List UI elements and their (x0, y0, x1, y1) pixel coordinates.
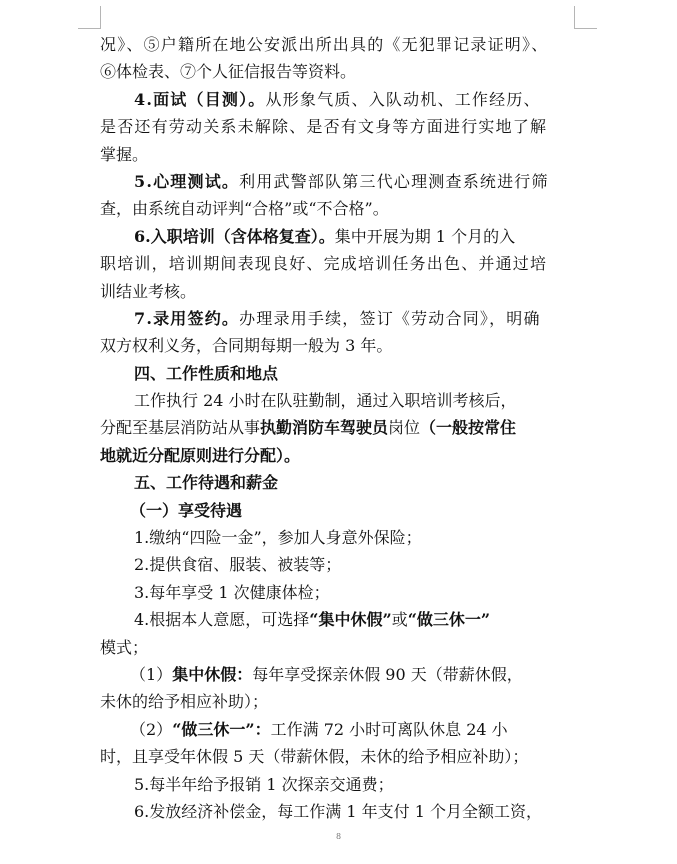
text-line: 职培训，培训期间表现良好、完成培训任务出色、并通过培 (100, 254, 548, 274)
section-heading: 五、工作待遇和薪金 (134, 473, 279, 493)
item-heading: 5.心理测试。 (134, 171, 240, 191)
text-line: 地就近分配原则进行分配）。 (100, 445, 301, 465)
list-item: 6.发放经济补偿金，每工作满 1 年支付 1 个月全额工资， (134, 801, 542, 821)
text-line: 查，由系统自动评判“合格”或“不合格”。 (100, 199, 389, 219)
list-item: 4.根据本人意愿，可选择“集中休假”或“做三休一” (134, 610, 491, 630)
text-line: 掌握。 (100, 144, 149, 164)
text-line: 时，且享受年休假 5 天（带薪休假，未休的给予相应补助）； (100, 747, 529, 767)
item-heading: 7.录用签约。 (134, 308, 240, 328)
list-item: （2）“做三休一”：工作满 72 小时可离队休息 24 小 (130, 719, 508, 739)
text-line: 4.面试（目测）。从形象气质、入队动机、工作经历、 (134, 89, 541, 109)
item-heading: 6.入职培训（含体格复查）。 (134, 226, 335, 246)
list-item: 1.缴纳“四险一金”，参加人身意外保险； (134, 528, 422, 548)
text-line: 训结业考核。 (100, 281, 197, 301)
text-line: 工作执行 24 小时在队驻勤制，通过入职培训考核后， (134, 391, 517, 411)
text-line: ⑥体检表、⑦个人征信报告等资料。 (100, 62, 357, 82)
item-heading: 4.面试（目测）。 (134, 89, 266, 109)
text-line: 5.心理测试。利用武警部队第三代心理测查系统进行筛 (134, 171, 549, 191)
subsection-heading: （一）享受待遇 (130, 500, 243, 520)
section-heading: 四、工作性质和地点 (134, 363, 279, 383)
job-title: 执勤消防车驾驶员 (260, 418, 389, 438)
text-line: 双方权利义务，合同期每期一般为 3 年。 (100, 336, 393, 356)
document-body (100, 31, 578, 825)
crop-mark-top-left (78, 6, 101, 29)
list-item: （1）集中休假：每年享受探亲休假 90 天（带薪休假， (130, 664, 523, 684)
text-line: 未休的给予相应补助）； (100, 692, 269, 712)
crop-mark-top-right (574, 6, 597, 29)
list-item: 2.提供食宿、服装、被装等； (134, 555, 342, 575)
text-line: 况》、⑤户籍所在地公安派出所出具的《无犯罪记录证明》、 (100, 35, 549, 54)
text-line: 是否还有劳动关系未解除、是否有文身等方面进行实地了解 (100, 117, 548, 137)
text-line: 分配至基层消防站从事执勤消防车驾驶员岗位（一般按常住 (100, 418, 517, 438)
text-line: 6.入职培训（含体格复查）。集中开展为期 1 个月的入 (134, 226, 516, 246)
text-line: 7.录用签约。办理录用手续，签订《劳动合同》，明确 (134, 308, 541, 328)
text-line: 模式； (100, 637, 149, 657)
list-item: 3.每年享受 1 次健康体检； (134, 582, 330, 602)
page-number: 8 (335, 832, 342, 841)
list-item: 5.每半年给予报销 1 次探亲交通费； (134, 774, 394, 794)
